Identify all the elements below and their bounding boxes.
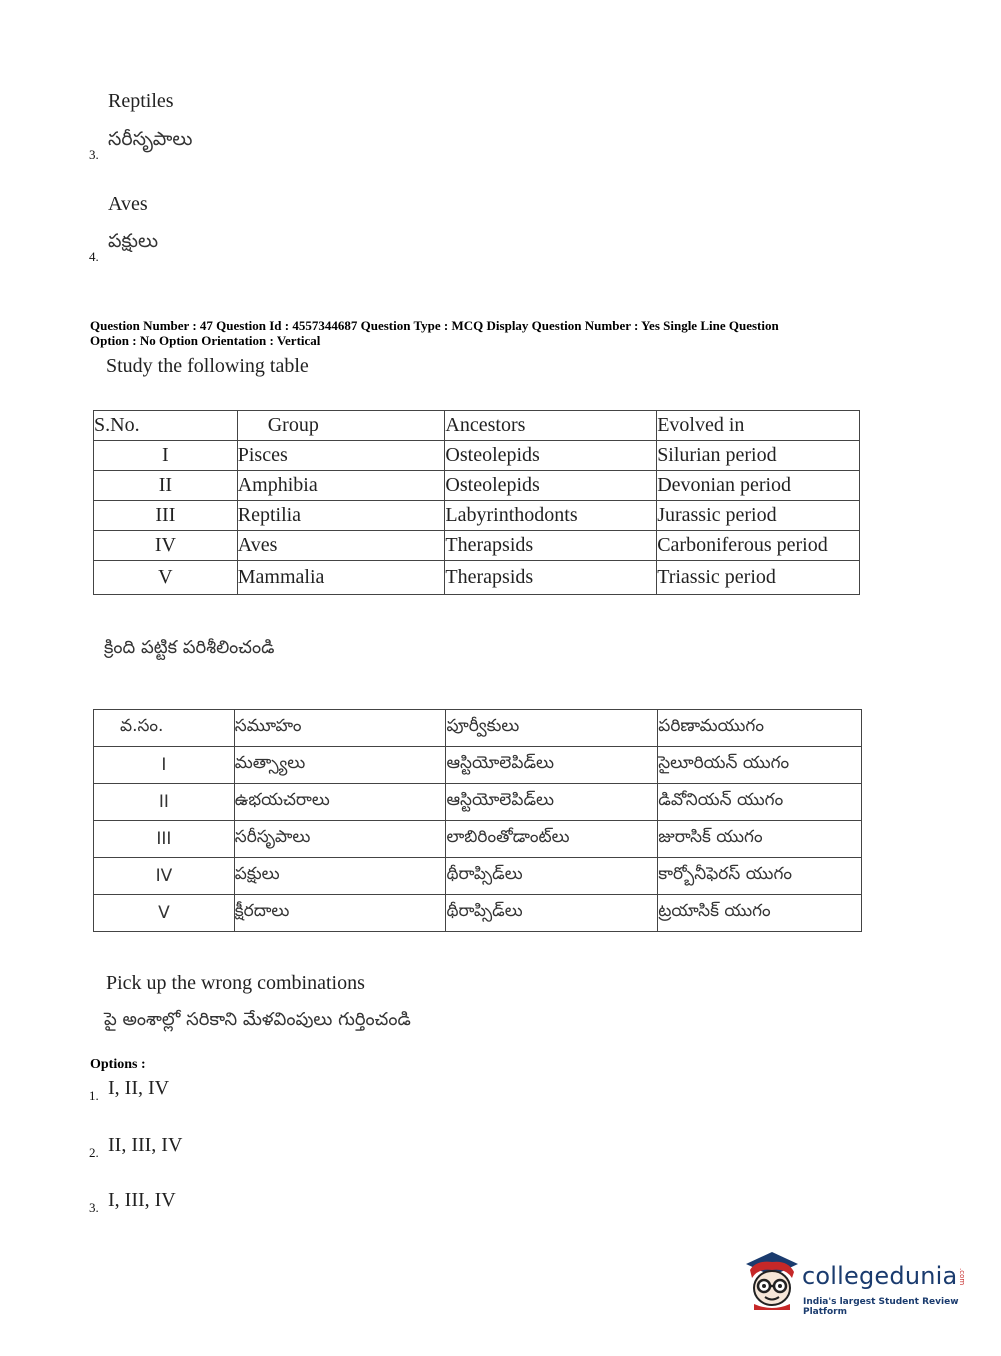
question-meta-line1: Question Number : 47 Question Id : 4557344687 Question Type : MCQ Display Question Number : Yes Single Line Question xyxy=(90,318,779,333)
header-group: సమూహం xyxy=(234,710,446,747)
cell-evolved-in: ట్రయాసిక్ యుగం xyxy=(658,895,862,932)
header-group: Group xyxy=(237,411,445,441)
prompt-english: Pick up the wrong combinations xyxy=(106,972,365,994)
cell-evolved-in: జురాసిక్ యుగం xyxy=(658,821,862,858)
cell-group: క్షీరదాలు xyxy=(234,895,446,932)
cell-sno: III xyxy=(94,501,238,531)
cell-group: పక్షులు xyxy=(234,858,446,895)
table-row xyxy=(94,531,860,561)
table-row xyxy=(94,895,862,932)
option-1-text[interactable]: I, II, IV xyxy=(108,1077,170,1099)
table-row xyxy=(94,747,862,784)
cell-ancestors: ఆస్టియోలెపిడ్‌లు xyxy=(446,784,658,821)
option-3-text[interactable]: I, III, IV xyxy=(108,1189,176,1211)
option-2-number: 2. xyxy=(89,1145,99,1160)
telugu-table xyxy=(93,709,862,932)
option-2-text[interactable]: II, III, IV xyxy=(108,1134,183,1156)
cell-group: Amphibia xyxy=(237,471,445,501)
cell-evolved-in: సైలూరియన్ యుగం xyxy=(658,747,862,784)
cell-group: Aves xyxy=(237,531,445,561)
cell-ancestors: Therapsids xyxy=(445,531,657,561)
table-row xyxy=(94,471,860,501)
table-header-row xyxy=(94,710,862,747)
cell-sno: IV xyxy=(94,531,238,561)
table-row xyxy=(94,441,860,471)
prompt-telugu: పై అంశాల్లో సరికాని మేళవింపులు గుర్తించండి xyxy=(104,1009,411,1030)
brand-suffix: .com xyxy=(958,1268,966,1286)
cell-ancestors: Osteolepids xyxy=(445,471,657,501)
options-label: Options : xyxy=(90,1057,146,1072)
instruction-english: Study the following table xyxy=(106,355,309,377)
cell-group: Mammalia xyxy=(237,561,445,595)
header-ancestors: పూర్వీకులు xyxy=(446,710,658,747)
table-row xyxy=(94,821,862,858)
header-evolved-in: Evolved in xyxy=(657,411,860,441)
cell-group: సరీసృపాలు xyxy=(234,821,446,858)
table-row xyxy=(94,561,860,595)
cell-evolved-in: Silurian period xyxy=(657,441,860,471)
cell-group: మత్స్యాలు xyxy=(234,747,446,784)
cell-ancestors: Labyrinthodonts xyxy=(445,501,657,531)
brand-tagline: India's largest Student Review Platform xyxy=(803,1297,959,1317)
cell-group: ఉభయచరాలు xyxy=(234,784,446,821)
cell-ancestors: థీరాప్సిడ్‌లు xyxy=(446,858,658,895)
cell-evolved-in: డివోనియన్ యుగం xyxy=(658,784,862,821)
cell-evolved-in: Carboniferous period xyxy=(657,531,860,561)
english-table xyxy=(93,410,860,595)
cell-group: Reptilia xyxy=(237,501,445,531)
prev-option-4-telugu: పక్షులు xyxy=(108,230,159,252)
prev-option-4-number: 4. xyxy=(89,249,99,264)
prev-option-3-number: 3. xyxy=(89,147,99,162)
cell-ancestors: Osteolepids xyxy=(445,441,657,471)
cell-evolved-in: Triassic period xyxy=(657,561,860,595)
cell-evolved-in: Jurassic period xyxy=(657,501,860,531)
cell-ancestors: థీరాప్సిడ్‌లు xyxy=(446,895,658,932)
header-ancestors: Ancestors xyxy=(445,411,657,441)
collegedunia-mascot-icon xyxy=(742,1250,802,1312)
header-sno: వ.సం. xyxy=(94,710,235,747)
table-row xyxy=(94,501,860,531)
prev-option-3-telugu: సరీసృపాలు xyxy=(108,128,193,150)
prev-option-3-english: Reptiles xyxy=(108,90,174,112)
table-header-row xyxy=(94,411,860,441)
brand-name: collegedunia xyxy=(802,1262,958,1290)
question-meta-line2: Option : No Option Orientation : Vertical xyxy=(90,333,321,348)
prev-option-4-english: Aves xyxy=(108,193,148,215)
cell-ancestors: లాబిరింతోడాంట్‌లు xyxy=(446,821,658,858)
cell-sno: II xyxy=(94,784,235,821)
cell-sno: III xyxy=(94,821,235,858)
cell-group: Pisces xyxy=(237,441,445,471)
cell-ancestors: Therapsids xyxy=(445,561,657,595)
table-row xyxy=(94,858,862,895)
table-row xyxy=(94,784,862,821)
cell-evolved-in: Devonian period xyxy=(657,471,860,501)
cell-sno: IV xyxy=(94,858,235,895)
cell-sno: I xyxy=(94,441,238,471)
cell-sno: II xyxy=(94,471,238,501)
cell-sno: V xyxy=(94,561,238,595)
cell-sno: I xyxy=(94,747,235,784)
header-evolved-in: పరిణామయుగం xyxy=(658,710,862,747)
instruction-telugu: క్రింది పట్టిక పరిశీలించండి xyxy=(104,637,275,658)
option-1-number: 1. xyxy=(89,1088,99,1103)
header-sno: S.No. xyxy=(94,411,238,441)
cell-evolved-in: కార్బోనీఫెరస్ యుగం xyxy=(658,858,862,895)
cell-sno: V xyxy=(94,895,235,932)
option-3-number: 3. xyxy=(89,1200,99,1215)
cell-ancestors: ఆస్టియోలెపిడ్‌లు xyxy=(446,747,658,784)
